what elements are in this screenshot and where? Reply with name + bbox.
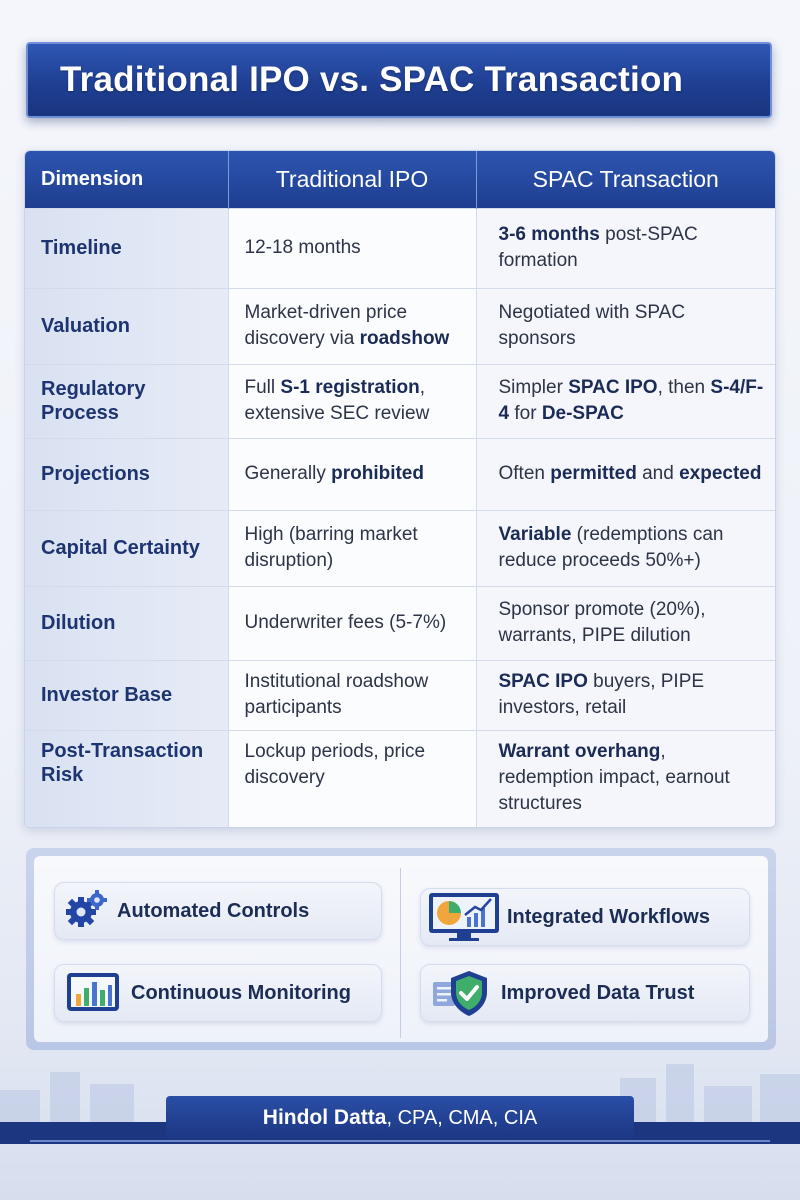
cell-dimension: Valuation xyxy=(25,288,228,364)
cell-spac-transaction xyxy=(476,586,775,660)
cell-text: Market-driven price discovery via xyxy=(244,302,408,349)
cell-dimension: Timeline xyxy=(25,208,228,288)
table-row xyxy=(25,288,775,364)
emphasis-text: permitted xyxy=(550,463,637,484)
features-divider xyxy=(400,868,401,1038)
cell-dimension: Post-Transaction Risk xyxy=(25,730,228,827)
cell-dimension: Projections xyxy=(25,438,228,510)
emphasis-text: De-SPAC xyxy=(541,403,624,424)
cell-traditional-ipo xyxy=(228,208,476,288)
emphasis-text: expected xyxy=(679,463,762,484)
cell-text: for xyxy=(509,403,542,424)
feature-integrated-workflows xyxy=(420,888,750,946)
cell-dimension: Investor Base xyxy=(25,660,228,730)
features-panel xyxy=(26,848,776,1050)
cell-traditional-ipo xyxy=(228,510,476,586)
feature-label: Integrated Workflows xyxy=(507,905,710,928)
comparison-table-card xyxy=(24,150,776,828)
author-credentials: , CPA, CMA, CIA xyxy=(386,1106,538,1129)
cell-text: High (barring market disruption) xyxy=(244,524,418,571)
cell-text: post-SPAC formation xyxy=(498,224,698,271)
author-name: Hindol Datta xyxy=(262,1106,387,1129)
emphasis-text: SPAC IPO xyxy=(568,377,658,398)
cell-text: Often xyxy=(498,463,551,484)
cell-dimension: Capital Certainty xyxy=(25,510,228,586)
cell-text: , redemption impact, earnout structures xyxy=(498,740,730,814)
table-row xyxy=(25,660,775,730)
monitor-chart-icon xyxy=(421,889,507,945)
cell-text: Simpler xyxy=(498,377,569,398)
cell-traditional-ipo xyxy=(228,660,476,730)
table-row xyxy=(25,208,775,288)
feature-label: Improved Data Trust xyxy=(501,981,695,1004)
cell-dimension: Dilution xyxy=(25,586,228,660)
cell-traditional-ipo xyxy=(228,438,476,510)
cell-spac-transaction xyxy=(476,510,775,586)
header-traditional-ipo: Traditional IPO xyxy=(228,151,476,208)
table-row xyxy=(25,586,775,660)
cell-spac-transaction xyxy=(476,438,775,510)
cell-text: Generally xyxy=(244,463,332,484)
comparison-table xyxy=(25,151,775,827)
header-spac-transaction: SPAC Transaction xyxy=(476,151,775,208)
cell-text: Negotiated with SPAC sponsors xyxy=(498,302,686,349)
table-row xyxy=(25,510,775,586)
cell-text: , then xyxy=(657,377,711,398)
cell-text: Institutional roadshow participants xyxy=(244,671,429,718)
feature-label: Continuous Monitoring xyxy=(131,981,351,1004)
emphasis-text: Variable xyxy=(498,524,572,545)
bar-chart-icon xyxy=(55,965,131,1021)
cell-text: Full xyxy=(244,377,281,398)
cell-traditional-ipo xyxy=(228,288,476,364)
cell-text: Sponsor promote (20%), warrants, PIPE dilution xyxy=(498,599,706,646)
cell-spac-transaction xyxy=(476,364,775,438)
author-credit xyxy=(166,1096,634,1140)
cell-dimension: Regulatory Process xyxy=(25,364,228,438)
footer-rule xyxy=(30,1140,770,1142)
cell-traditional-ipo xyxy=(228,730,476,827)
emphasis-text: S-1 registration xyxy=(280,377,420,398)
emphasis-text: 3-6 months xyxy=(498,224,600,245)
cell-text: Lockup periods, price discovery xyxy=(244,740,426,788)
shield-check-icon xyxy=(421,965,501,1021)
cell-text: (redemptions can reduce proceeds 50%+) xyxy=(498,524,724,571)
features-panel-inner xyxy=(34,856,768,1042)
cell-traditional-ipo xyxy=(228,586,476,660)
table-row xyxy=(25,730,775,827)
table-body xyxy=(25,208,775,827)
emphasis-text: Warrant overhang xyxy=(498,740,661,762)
feature-automated-controls xyxy=(54,882,382,940)
page-title: Traditional IPO vs. SPAC Transaction xyxy=(60,60,684,99)
cell-spac-transaction xyxy=(476,208,775,288)
emphasis-text: SPAC IPO xyxy=(498,671,588,692)
emphasis-text: prohibited xyxy=(331,463,424,484)
feature-improved-data-trust xyxy=(420,964,750,1022)
table-header-row xyxy=(25,151,775,208)
feature-continuous-monitoring xyxy=(54,964,382,1022)
table-row xyxy=(25,364,775,438)
emphasis-text: S-4/F-4 xyxy=(498,377,764,424)
cell-spac-transaction xyxy=(476,730,775,827)
header-dimension: Dimension xyxy=(25,151,228,208)
emphasis-text: roadshow xyxy=(359,328,450,349)
cell-text: , extensive SEC review xyxy=(244,377,430,424)
cell-spac-transaction xyxy=(476,288,775,364)
cell-text: 12-18 months xyxy=(244,237,361,258)
cell-traditional-ipo xyxy=(228,364,476,438)
title-banner xyxy=(26,42,772,118)
gears-icon xyxy=(55,883,117,939)
cell-text: and xyxy=(636,463,680,484)
cell-text: buyers, PIPE investors, retail xyxy=(498,671,705,718)
cell-spac-transaction xyxy=(476,660,775,730)
table-row xyxy=(25,438,775,510)
cell-text: Underwriter fees (5-7%) xyxy=(244,612,447,633)
feature-label: Automated Controls xyxy=(117,899,310,922)
